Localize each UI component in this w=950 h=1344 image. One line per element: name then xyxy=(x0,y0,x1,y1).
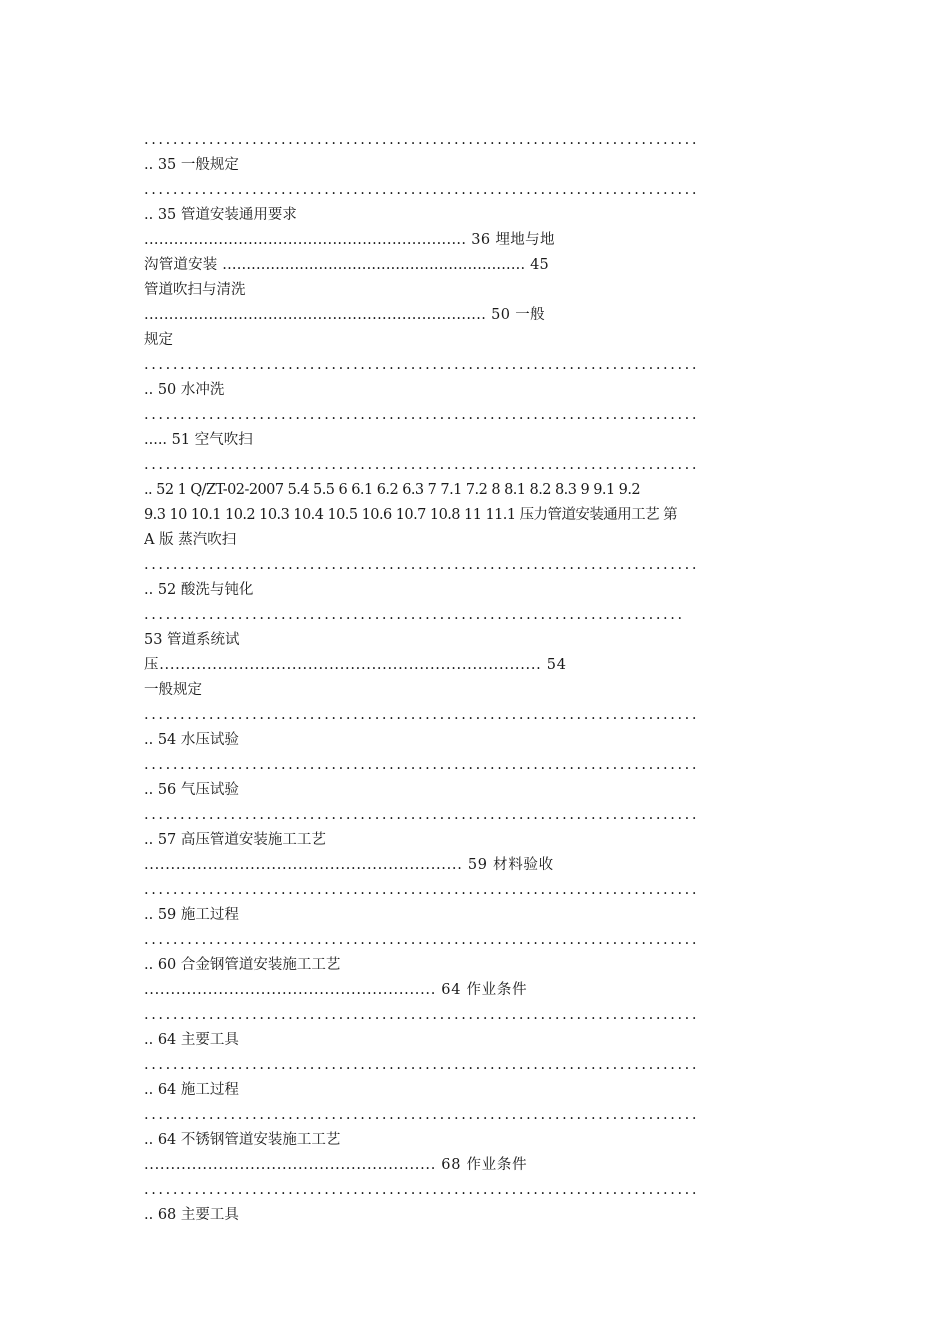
toc-entry: 沟管道安装 ............................................................... 45 xyxy=(144,257,549,273)
toc-entry: 压........................................................................ 54 xyxy=(144,657,567,673)
toc-dot-leader: ............................................................................. xyxy=(144,407,700,423)
toc-dot-leader: ............................................................................. xyxy=(144,1107,700,1123)
toc-entry: .. 56 气压试验 xyxy=(144,782,239,798)
toc-entry: .. 60 合金钢管道安装施工工艺 xyxy=(144,957,341,973)
toc-entry: 53 管道系统试 xyxy=(144,632,240,648)
toc-entry: ............................................................ 59 材料验收 xyxy=(144,857,554,873)
toc-dot-leader: ............................................................................. xyxy=(144,557,700,573)
toc-entry: A 版 蒸汽吹扫 xyxy=(144,532,237,548)
toc-dot-leader: ............................................................................. xyxy=(144,757,700,773)
toc-entry: ....................................................... 68 作业条件 xyxy=(144,1157,528,1173)
table-of-contents xyxy=(144,128,806,1228)
toc-dot-leader: ............................................................................. xyxy=(144,932,700,948)
toc-dot-leader: ............................................................................. xyxy=(144,707,700,723)
toc-entry: 规定 xyxy=(144,332,173,348)
toc-entry: .. 64 主要工具 xyxy=(144,1032,239,1048)
toc-entry: .. 35 一般规定 xyxy=(144,157,239,173)
toc-entry: .. 64 不锈钢管道安装施工工艺 xyxy=(144,1132,341,1148)
toc-dot-leader: ............................................................................. xyxy=(144,182,700,198)
toc-dot-leader: ............................................................................. xyxy=(144,882,700,898)
toc-dot-leader: ............................................................................. xyxy=(144,132,700,148)
toc-entry: .. 50 水冲洗 xyxy=(144,382,225,398)
toc-dot-leader: ........................................................................... xyxy=(144,607,685,623)
toc-dot-leader: ............................................................................. xyxy=(144,1182,700,1198)
toc-entry: ..................................................................... 50 一般 xyxy=(144,307,545,323)
toc-entry: .. 35 管道安装通用要求 xyxy=(144,207,297,223)
toc-entry: .. 57 高压管道安装施工工艺 xyxy=(144,832,326,848)
toc-entry: .. 54 水压试验 xyxy=(144,732,239,748)
toc-entry: .. 52 1 Q/ZT-02-2007 5.4 5.5 6 6.1 6.2 6.3 7 7.1 7.2 8 8.1 8.2 8.3 9 9.1 9.2 xyxy=(144,482,641,498)
toc-dot-leader: ............................................................................. xyxy=(144,1057,700,1073)
toc-entry: .. 59 施工过程 xyxy=(144,907,239,923)
toc-entry: 9.3 10 10.1 10.2 10.3 10.4 10.5 10.6 10.7 10.8 11 11.1 压力管道安装通用工艺 第 xyxy=(144,507,678,523)
toc-entry: ................................................................. 36 埋地与地 xyxy=(144,232,555,248)
toc-entry: 管道吹扫与清洗 xyxy=(144,282,246,298)
toc-entry: ..... 51 空气吹扫 xyxy=(144,432,253,448)
toc-dot-leader: ............................................................................. xyxy=(144,1007,700,1023)
toc-entry: .. 64 施工过程 xyxy=(144,1082,239,1098)
toc-dot-leader: ............................................................................. xyxy=(144,357,700,373)
toc-entry: ....................................................... 64 作业条件 xyxy=(144,982,528,998)
toc-dot-leader: ............................................................................. xyxy=(144,457,700,473)
toc-entry: .. 52 酸洗与钝化 xyxy=(144,582,254,598)
toc-entry: .. 68 主要工具 xyxy=(144,1207,239,1223)
toc-dot-leader: ............................................................................. xyxy=(144,807,700,823)
toc-entry: 一般规定 xyxy=(144,682,202,698)
